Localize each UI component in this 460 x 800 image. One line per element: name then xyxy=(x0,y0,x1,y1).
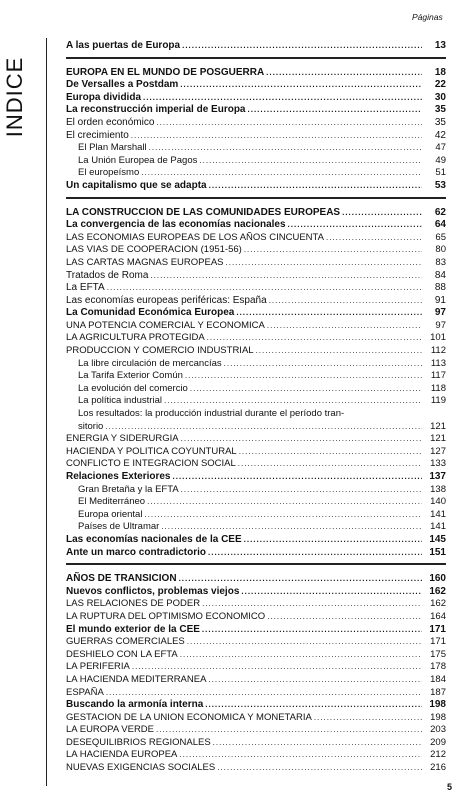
toc-entry xyxy=(66,167,446,180)
toc-entry xyxy=(66,712,446,725)
toc-entry xyxy=(66,573,446,586)
toc-entry xyxy=(66,180,446,193)
toc-entry-page: 62 xyxy=(434,206,446,218)
toc-entry xyxy=(66,649,446,662)
toc-dot-leader xyxy=(106,687,422,700)
toc-entry-title: Buscando la armonía interna xyxy=(66,699,204,711)
toc-entry xyxy=(66,155,446,168)
toc-entry-page: 216 xyxy=(430,762,446,774)
toc-entry-title: NUEVAS EXIGENCIAS SOCIALES xyxy=(66,762,216,774)
toc-entry-title: Ante un marco contradictorio xyxy=(66,546,207,558)
toc-entry xyxy=(66,661,446,674)
toc-dot-leader xyxy=(187,636,422,649)
toc-entry-title: La reconstrucción imperial de Europa xyxy=(66,104,246,116)
toc-dot-leader xyxy=(144,509,422,522)
section-divider xyxy=(66,563,446,565)
toc-entry-title: HACIENDA Y POLITICA COYUNTURAL xyxy=(66,445,237,457)
toc-entry-title: La evolución del comercio xyxy=(78,382,188,394)
toc-entry-title: El europeísmo xyxy=(78,167,140,179)
toc-dot-leader xyxy=(288,219,422,232)
toc-entry-page: 117 xyxy=(430,370,446,382)
toc-entry-page: 184 xyxy=(430,673,446,685)
toc-entry xyxy=(66,611,446,624)
toc-dot-leader xyxy=(164,395,422,408)
toc-entry-page: 121 xyxy=(430,433,446,445)
toc-dot-leader xyxy=(105,421,422,434)
toc-dot-leader xyxy=(190,383,422,396)
toc-entry-title: Un capitalismo que se adapta xyxy=(66,179,207,191)
toc-entry-page: 145 xyxy=(429,533,446,545)
toc-entry-title: Relaciones Exteriores xyxy=(66,471,171,482)
toc-entry-page: 175 xyxy=(430,648,446,660)
toc-entry xyxy=(66,687,446,700)
toc-entry-title: UNA POTENCIA COMERCIAL Y ECONOMICA xyxy=(66,319,265,331)
toc-dot-leader xyxy=(149,142,422,155)
toc-entry xyxy=(66,282,446,295)
toc-entry-page: 141 xyxy=(430,521,446,533)
toc-entry-page: 101 xyxy=(430,332,446,344)
toc-dot-leader xyxy=(326,232,422,245)
toc-entry xyxy=(66,496,446,509)
toc-entry-title: Los resultados: la producción industrial durante el período tran- xyxy=(78,408,345,420)
toc-entry-page: 160 xyxy=(429,573,446,585)
toc-dot-leader xyxy=(179,573,422,586)
toc-entry-page: 64 xyxy=(434,219,446,231)
toc-entry xyxy=(66,358,446,371)
toc-dot-leader xyxy=(238,458,422,471)
toc-dot-leader xyxy=(266,67,422,80)
toc-entry-page: 171 xyxy=(429,623,446,635)
toc-entry-title: La política industrial xyxy=(78,395,162,407)
toc-entry xyxy=(66,762,446,775)
toc-entry-title: Gran Bretaña y la EFTA xyxy=(78,483,179,495)
toc-entry-title: El Mediterráneo xyxy=(78,496,146,508)
toc-entry xyxy=(66,320,446,333)
toc-entry-title: GUERRAS COMERCIALES xyxy=(66,636,185,648)
toc-entry-title: LAS CARTAS MAGNAS EUROPEAS xyxy=(66,256,224,268)
toc-entry xyxy=(66,295,446,308)
toc-entry xyxy=(66,92,446,105)
toc-entry-title: Las economías nacionales de la CEE xyxy=(66,533,242,545)
toc-entry xyxy=(66,421,446,434)
toc-dot-leader xyxy=(208,547,422,560)
toc-entry xyxy=(66,117,446,130)
toc-dot-leader xyxy=(217,762,422,775)
toc-entry-page: 84 xyxy=(434,269,446,281)
toc-entry xyxy=(66,724,446,737)
toc-dot-leader xyxy=(185,370,422,383)
toc-dot-leader xyxy=(224,358,422,371)
toc-entry-title: LAS ECONOMIAS EUROPEAS DE LOS AÑOS CINCUENTA xyxy=(66,231,324,243)
toc-entry-page: 49 xyxy=(435,154,446,166)
table-of-contents xyxy=(66,40,446,775)
toc-dot-leader xyxy=(181,433,422,446)
toc-entry-page: 80 xyxy=(435,244,446,256)
toc-entry-page: 88 xyxy=(434,282,446,294)
toc-entry-title: LA EUROPA VERDE xyxy=(66,724,154,736)
toc-entry-title: LA AGRICULTURA PROTEGIDA xyxy=(66,332,205,344)
section-divider xyxy=(66,197,446,199)
pages-column-header: Páginas xyxy=(412,12,443,22)
toc-dot-leader xyxy=(314,712,422,725)
toc-dot-leader xyxy=(236,307,422,320)
toc-entry-title: LA CONSTRUCCION DE LAS COMUNIDADES EUROPEAS xyxy=(66,206,341,218)
toc-entry-title: LAS VIAS DE COOPERACION (1951-56) xyxy=(66,244,242,256)
toc-entry-page: 53 xyxy=(434,179,446,191)
toc-entry-page: 13 xyxy=(434,40,446,51)
toc-entry xyxy=(66,624,446,637)
toc-entry-title: ENERGIA Y SIDERURGIA xyxy=(66,433,179,445)
toc-dot-leader xyxy=(244,244,422,257)
toc-entry-title: AÑOS DE TRANSICION xyxy=(66,573,177,585)
toc-entry-page: 151 xyxy=(429,546,446,558)
toc-entry-title: LAS RELACIONES DE PODER xyxy=(66,598,201,610)
toc-entry xyxy=(66,636,446,649)
toc-dot-leader xyxy=(226,257,423,270)
toc-dot-leader xyxy=(143,92,422,105)
toc-entry-title: El orden económico xyxy=(66,116,155,128)
toc-entry xyxy=(66,270,446,283)
toc-entry-page: 178 xyxy=(430,661,446,673)
toc-entry-page: 30 xyxy=(434,91,446,103)
toc-entry-page: 162 xyxy=(430,598,446,610)
toc-dot-leader xyxy=(239,446,422,459)
toc-entry-title: El Plan Marshall xyxy=(78,142,147,154)
toc-entry xyxy=(66,433,446,446)
toc-entry xyxy=(66,737,446,750)
toc-entry xyxy=(66,408,446,421)
toc-entry-page: 91 xyxy=(434,294,446,306)
toc-entry-page: 121 xyxy=(430,420,446,432)
toc-entry xyxy=(66,142,446,155)
vertical-rule xyxy=(46,38,47,786)
toc-entry-page: 22 xyxy=(434,79,446,91)
toc-entry-page: 164 xyxy=(430,610,446,622)
toc-entry xyxy=(66,219,446,232)
toc-entry xyxy=(66,79,446,92)
toc-entry xyxy=(66,307,446,320)
toc-dot-leader xyxy=(208,674,422,687)
toc-entry-title: LA HACIENDA MEDITERRANEA xyxy=(66,673,207,685)
toc-entry xyxy=(66,521,446,534)
toc-entry-page: 97 xyxy=(434,307,446,319)
toc-entry xyxy=(66,67,446,80)
toc-entry-title: CONFLICTO E INTEGRACION SOCIAL xyxy=(66,458,236,470)
toc-entry-title: A las puertas de Europa xyxy=(66,40,181,51)
toc-entry xyxy=(66,244,446,257)
toc-entry-page: 127 xyxy=(430,445,446,457)
toc-entry-title: El mundo exterior de la CEE xyxy=(66,623,200,635)
toc-entry-page: 118 xyxy=(430,382,446,394)
toc-entry xyxy=(66,207,446,220)
toc-entry-page: 212 xyxy=(430,749,446,761)
toc-entry xyxy=(66,332,446,345)
toc-entry-page: 42 xyxy=(434,129,446,141)
toc-dot-leader xyxy=(107,282,422,295)
toc-dot-leader xyxy=(141,167,422,180)
toc-dot-leader xyxy=(180,79,422,92)
toc-dot-leader xyxy=(248,104,423,117)
toc-entry-page: 51 xyxy=(435,167,446,179)
toc-entry-title: Tratados de Roma xyxy=(66,269,149,281)
toc-entry-title: La libre circulación de mercancías xyxy=(78,357,222,369)
toc-entry xyxy=(66,395,446,408)
toc-entry xyxy=(66,749,446,762)
toc-dot-leader xyxy=(173,471,423,484)
toc-entry-title: Nuevos conflictos, problemas viejos xyxy=(66,585,240,597)
toc-entry xyxy=(66,104,446,117)
section-divider xyxy=(66,57,446,59)
toc-entry-title: La Comunidad Económica Europea xyxy=(66,307,235,319)
toc-entry-page: 97 xyxy=(435,319,446,331)
toc-dot-leader xyxy=(241,586,422,599)
toc-dot-leader xyxy=(244,534,422,547)
toc-dot-leader xyxy=(180,649,422,662)
toc-entry-title: LA HACIENDA EUROPEA xyxy=(66,749,178,761)
toc-entry-title: DESEQUILIBRIOS REGIONALES xyxy=(66,736,211,748)
toc-dot-leader xyxy=(209,180,422,193)
toc-dot-leader xyxy=(131,130,422,143)
toc-dot-leader xyxy=(156,117,422,130)
toc-entry-title: EUROPA EN EL MUNDO DE POSGUERRA xyxy=(66,66,265,78)
toc-entry-page: 133 xyxy=(430,458,446,470)
toc-entry-title: Países de Ultramar xyxy=(78,521,160,533)
toc-dot-leader xyxy=(156,724,422,737)
toc-dot-leader xyxy=(182,40,422,53)
toc-entry xyxy=(66,257,446,270)
toc-entry-title: La EFTA xyxy=(66,282,105,294)
toc-entry-title: sitorio xyxy=(78,420,104,432)
toc-dot-leader xyxy=(205,699,422,712)
toc-entry xyxy=(66,484,446,497)
toc-entry xyxy=(66,40,446,53)
toc-entry-page: 113 xyxy=(430,357,446,369)
toc-entry-title: Las economías europeas periféricas: España xyxy=(66,294,267,306)
toc-entry-page: 171 xyxy=(430,636,446,648)
toc-dot-leader xyxy=(181,484,422,497)
toc-entry-title: Europa oriental xyxy=(78,508,143,520)
toc-dot-leader xyxy=(207,332,422,345)
toc-dot-leader xyxy=(267,611,422,624)
toc-entry-page: 119 xyxy=(430,395,446,407)
toc-entry-title: Europa dividida xyxy=(66,91,142,103)
toc-entry xyxy=(66,345,446,358)
toc-entry-page: 187 xyxy=(430,686,446,698)
toc-entry-page: 198 xyxy=(430,711,446,723)
toc-entry-title: La convergencia de las economías nacionales xyxy=(66,219,286,231)
toc-dot-leader xyxy=(132,661,422,674)
toc-dot-leader xyxy=(269,295,422,308)
toc-entry xyxy=(66,232,446,245)
index-side-title: INDICE xyxy=(2,56,27,138)
toc-dot-leader xyxy=(179,749,422,762)
toc-dot-leader xyxy=(267,320,422,333)
toc-entry xyxy=(66,471,446,484)
toc-dot-leader xyxy=(199,155,422,168)
toc-entry-title: De Versalles a Postdam xyxy=(66,79,179,91)
toc-entry-title: ESPAÑA xyxy=(66,686,104,698)
toc-entry-page: 203 xyxy=(430,724,446,736)
toc-entry-title: PRODUCCION Y COMERCIO INDUSTRIAL xyxy=(66,345,254,357)
toc-entry-page: 198 xyxy=(429,699,446,711)
toc-entry xyxy=(66,370,446,383)
toc-entry-page: 65 xyxy=(435,231,446,243)
toc-dot-leader xyxy=(202,598,422,611)
toc-entry-title: DESHIELO CON LA EFTA xyxy=(66,648,178,660)
toc-entry xyxy=(66,699,446,712)
toc-dot-leader xyxy=(147,496,422,509)
toc-entry xyxy=(66,509,446,522)
toc-entry-page: 83 xyxy=(435,256,446,268)
page-number: 5 xyxy=(446,782,452,792)
toc-entry-page: 112 xyxy=(430,345,446,357)
toc-entry-page: 209 xyxy=(430,736,446,748)
toc-entry-page: 141 xyxy=(430,508,446,520)
toc-entry-title: LA RUPTURA DEL OPTIMISMO ECONOMICO xyxy=(66,610,266,622)
toc-entry-page: 138 xyxy=(430,483,446,495)
toc-entry-page: 35 xyxy=(434,104,446,116)
toc-entry-page: 35 xyxy=(434,116,446,128)
toc-entry-title: El crecimiento xyxy=(66,129,129,141)
toc-entry-page: 162 xyxy=(429,585,446,597)
toc-entry-page: 140 xyxy=(430,496,446,508)
toc-entry xyxy=(66,598,446,611)
toc-entry-title: LA PERIFERIA xyxy=(66,661,130,673)
toc-dot-leader xyxy=(213,737,422,750)
toc-entry-title: GESTACION DE LA UNION ECONOMICA Y MONETARIA xyxy=(66,711,312,723)
toc-dot-leader xyxy=(150,270,422,283)
toc-entry-page: 47 xyxy=(435,142,446,154)
toc-entry xyxy=(66,547,446,560)
toc-entry xyxy=(66,458,446,471)
toc-dot-leader xyxy=(161,521,422,534)
toc-dot-leader xyxy=(202,624,422,637)
toc-entry xyxy=(66,534,446,547)
toc-entry-title: La Unión Europea de Pagos xyxy=(78,154,198,166)
toc-entry xyxy=(66,130,446,143)
toc-entry xyxy=(66,446,446,459)
toc-entry xyxy=(66,586,446,599)
toc-dot-leader xyxy=(256,345,422,358)
toc-entry-page: 18 xyxy=(434,66,446,78)
toc-entry xyxy=(66,383,446,396)
toc-entry xyxy=(66,674,446,687)
toc-entry-page: 137 xyxy=(429,471,446,482)
toc-dot-leader xyxy=(342,207,422,220)
toc-entry-title: La Tarifa Exterior Común xyxy=(78,370,183,382)
